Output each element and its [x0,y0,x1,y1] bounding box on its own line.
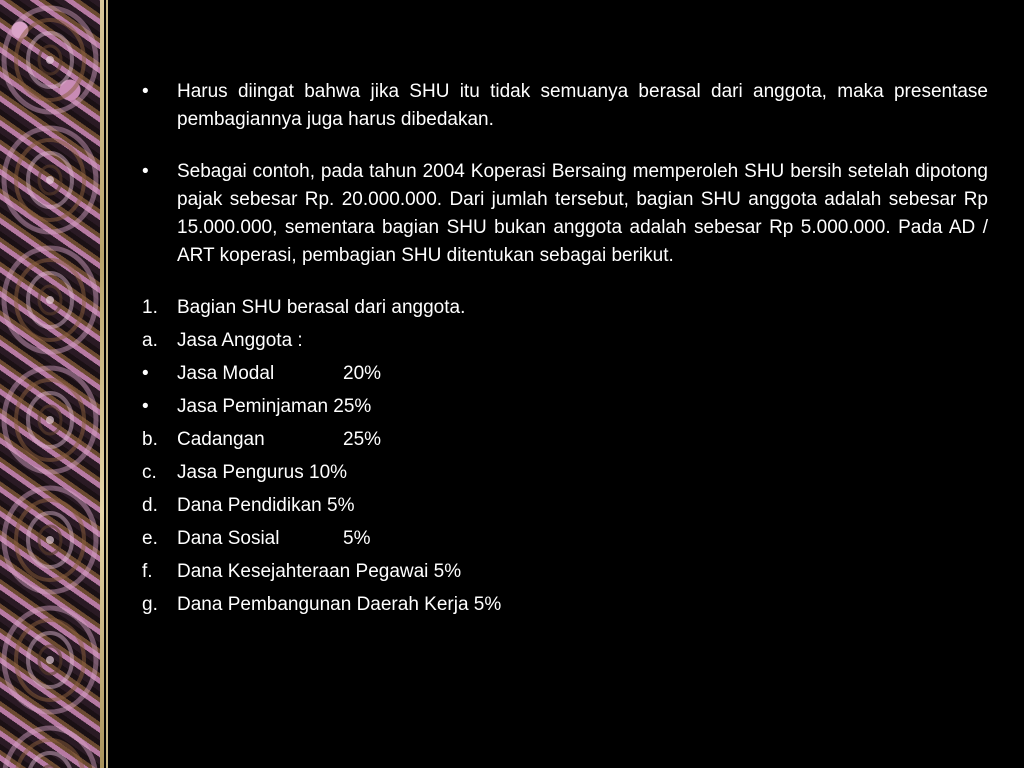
list-marker: f. [142,561,153,582]
list-value: 5% [343,528,371,549]
slide-content [142,78,988,624]
list-label: Bagian SHU berasal dari anggota. [177,297,466,318]
bullet-marker: • [142,161,149,182]
list-label: Dana Sosial [177,528,280,549]
list-marker: • [142,363,149,384]
list-marker: e. [142,528,158,549]
list-marker: g. [142,594,158,615]
gold-border-thin-line [106,0,108,768]
fractal-pattern-image [0,0,100,768]
list-marker: • [142,396,149,417]
paragraph-text: Harus diingat bahwa jika SHU itu tidak semuanya berasal dari anggota, maka presentase pembagiannya juga harus dibedakan. [177,81,988,130]
list-marker: b. [142,429,158,450]
list-label: Dana Kesejahteraan Pegawai 5% [177,561,462,582]
list-marker: a. [142,330,158,351]
list-label: Cadangan [177,429,265,450]
list-item [142,327,988,360]
list-value: 25% [343,429,382,450]
bullet-paragraph [142,78,988,134]
list-label: Dana Pendidikan 5% [177,495,355,516]
bullet-paragraph [142,158,988,270]
list-marker: c. [142,462,157,483]
list-item [142,294,988,327]
list-label: Jasa Modal [177,363,275,384]
list-item [142,360,988,393]
allocation-list [142,294,988,624]
list-label: Dana Pembangunan Daerah Kerja 5% [177,594,502,615]
list-item [142,591,988,624]
list-item [142,459,988,492]
list-item [142,525,988,558]
decorative-fractal-border [0,0,100,768]
list-marker: 1. [142,297,158,318]
list-item [142,426,988,459]
paragraph-text: Sebagai contoh, pada tahun 2004 Koperasi Bersaing memperoleh SHU bersih setelah dipotong pajak sebesar Rp. 20.000.000. Dari jumlah tersebut, bagian SHU anggota adalah sebesar Rp 15.000.000, sementara bagian SHU bukan anggota adalah sebesar Rp 5.000.000. Pada AD / ART koperasi, pembagian SHU ditentukan sebagai berikut. [177,161,988,266]
gold-border-line [100,0,104,768]
list-label: Jasa Pengurus 10% [177,462,348,483]
bullet-marker: • [142,81,149,102]
list-item [142,393,988,426]
list-label: Jasa Peminjaman 25% [177,396,372,417]
list-item [142,492,988,525]
list-item [142,558,988,591]
list-label: Jasa Anggota : [177,330,303,351]
list-marker: d. [142,495,158,516]
list-value: 20% [343,363,382,384]
